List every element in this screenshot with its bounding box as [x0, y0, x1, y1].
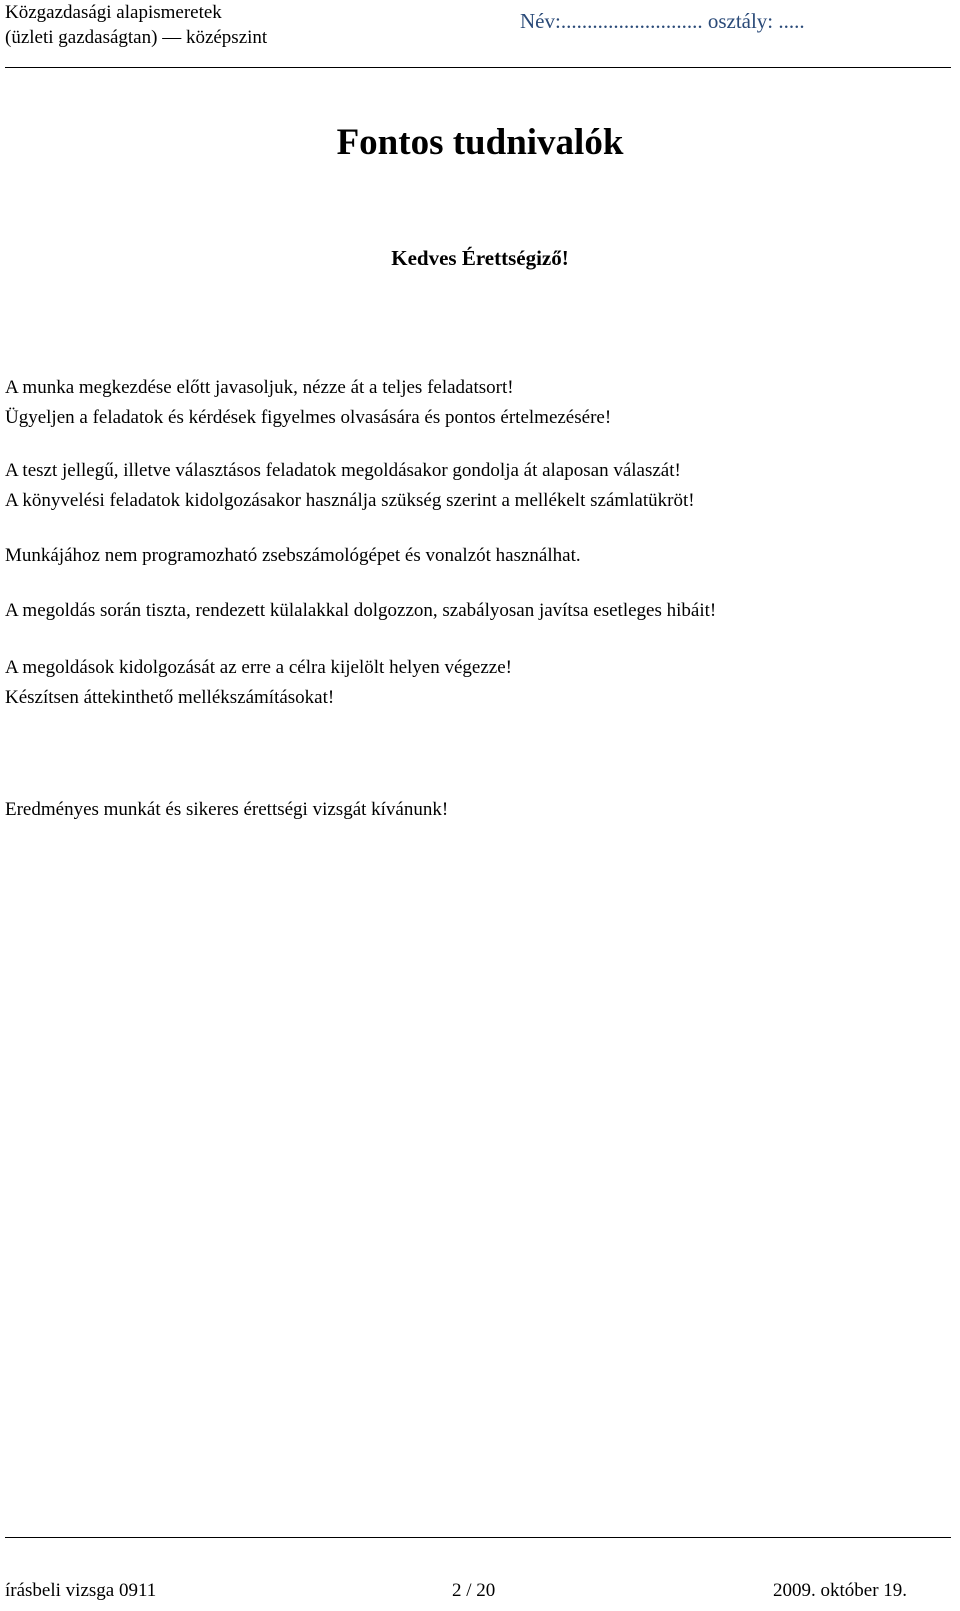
greeting: Kedves Érettségiző! — [391, 246, 569, 270]
footer-exam-label: írásbeli vizsga 0911 — [5, 1580, 157, 1601]
instruction-paragraph: A könyvelési feladatok kidolgozásakor használja szükség szerint a mellékelt számlatükröt! — [5, 490, 695, 511]
footer-date: 2009. október 19. — [773, 1580, 908, 1601]
closing-wish: Eredményes munkát és sikeres érettségi vizsgát kívánunk! — [5, 799, 449, 820]
instruction-paragraph: Munkájához nem programozható zsebszámológépet és vonalzót használhat. — [5, 545, 581, 566]
header-divider — [5, 67, 951, 68]
header-subject — [5, 0, 267, 50]
instruction-paragraph: A megoldások kidolgozását az erre a célra kijelölt helyen végezze! — [5, 657, 512, 678]
instruction-paragraph: Ügyeljen a feladatok és kérdések figyelmes olvasására és pontos értelmezésére! — [5, 407, 612, 428]
footer-page-number: 2 / 20 — [452, 1580, 496, 1601]
header-name-class-field: Név:........................... osztály: ..... — [520, 9, 805, 33]
header-subject-line1: Közgazdasági alapismeretek — [5, 2, 222, 23]
instruction-paragraph: A megoldás során tiszta, rendezett külalakkal dolgozzon, szabályosan javítsa esetleges hibáit! — [5, 600, 717, 621]
header-subject-line2: (üzleti gazdaságtan) — középszint — [5, 27, 268, 48]
footer-divider — [5, 1537, 951, 1538]
instruction-paragraph: A teszt jellegű, illetve választásos feladatok megoldásakor gondolja át alaposan válaszát! — [5, 460, 681, 481]
page-title: Fontos tudnivalók — [336, 122, 624, 163]
instruction-paragraph: Készítsen áttekinthető mellékszámításokat! — [5, 687, 335, 708]
instruction-paragraph: A munka megkezdése előtt javasoljuk, nézze át a teljes feladatsort! — [5, 377, 514, 398]
